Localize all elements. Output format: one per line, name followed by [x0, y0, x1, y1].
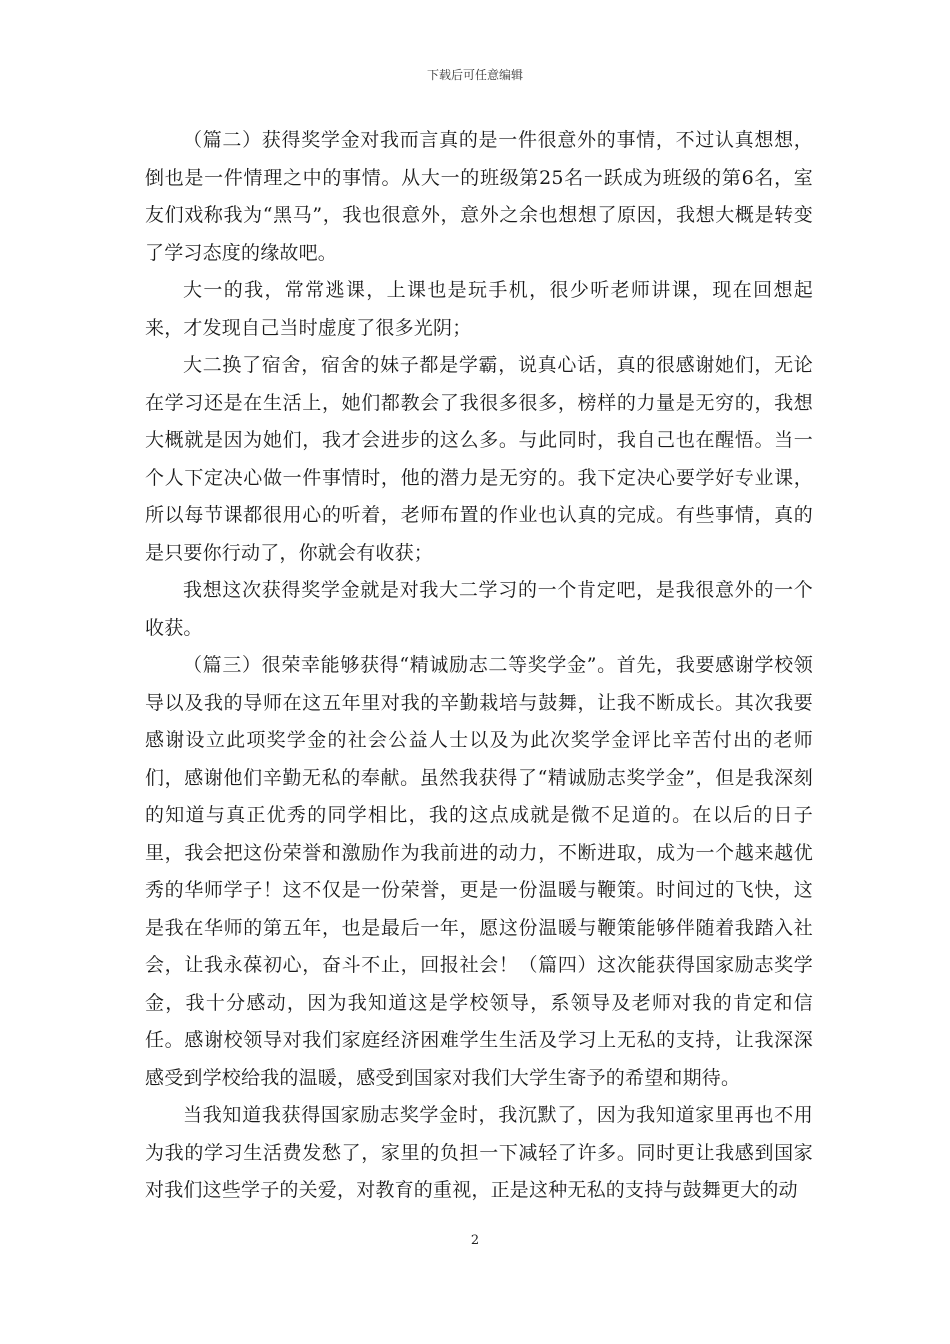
page-number: 2	[470, 1233, 480, 1248]
paragraph-2: 大一的我，常常逃课，上课也是玩手机，很少听老师讲课，现在回想起来，才发现自己当时虚度了很多光阴；	[145, 279, 813, 339]
page-header: 下载后可任意编辑	[426, 68, 523, 82]
paragraph-1: （篇二）获得奖学金对我而言真的是一件很意外的事情，不过认真想想，倒也是一件情理之中的事情。从大一的班级第25名一跃成为班级的第6名，室友们戏称我为“黑马”，我也很意外，意外之余也想想了原因，我想大概是转变了学习态度的缘故吧。	[145, 129, 813, 264]
paragraph-5: （篇三）很荣幸能够获得“精诚励志二等奖学金”。首先，我要感谢学校领导以及我的导师在这五年里对我的辛勤栽培与鼓舞，让我不断成长。其次我要感谢设立此项奖学金的社会公益人士以及为此次奖学金评比辛苦付出的老师们，感谢他们辛勤无私的奉献。虽然我获得了“精诚励志奖学金”，但是我深刻的知道与真正优秀的同学相比，我的这点成就是微不足道的。在以后的日子里，我会把这份荣誉和激励作为我前进的动力，不断进取，成为一个越来越优秀的华师学子！这不仅是一份荣誉，更是一份温暖与鞭策。时间过的飞快，这是我在华师的第五年，也是最后一年，愿这份温暖与鞭策能够伴随着我踏入社会，让我永葆初心，奋斗不止，回报社会！（篇四）这次能获得国家励志奖学金，我十分感动，因为我知道这是学校领导，系领导及老师对我的肯定和信任。感谢校领导对我们家庭经济困难学生生活及学习上无私的支持，让我深深感受到学校给我的温暖，感受到国家对我们大学生寄予的希望和期待。	[145, 654, 813, 1089]
document-body	[145, 122, 813, 1210]
paragraph-3: 大二换了宿舍，宿舍的妹子都是学霸，说真心话，真的很感谢她们，无论在学习还是在生活上，她们都教会了我很多很多，榜样的力量是无穷的，我想大概就是因为她们，我才会进步的这么多。与此同时，我自己也在醒悟。当一个人下定决心做一件事情时，他的潜力是无穷的。我下定决心要学好专业课，所以每节课都很用心的听着，老师布置的作业也认真的完成。有些事情，真的是只要你行动了，你就会有收获；	[145, 354, 813, 564]
paragraph-4: 我想这次获得奖学金就是对我大二学习的一个肯定吧，是我很意外的一个收获。	[145, 579, 813, 639]
paragraph-6: 当我知道我获得国家励志奖学金时，我沉默了，因为我知道家里再也不用为我的学习生活费发愁了，家里的负担一下减轻了许多。同时更让我感到国家对我们这些学子的关爱，对教育的重视，正是这种无私的支持与鼓舞更大的动	[145, 1104, 813, 1201]
